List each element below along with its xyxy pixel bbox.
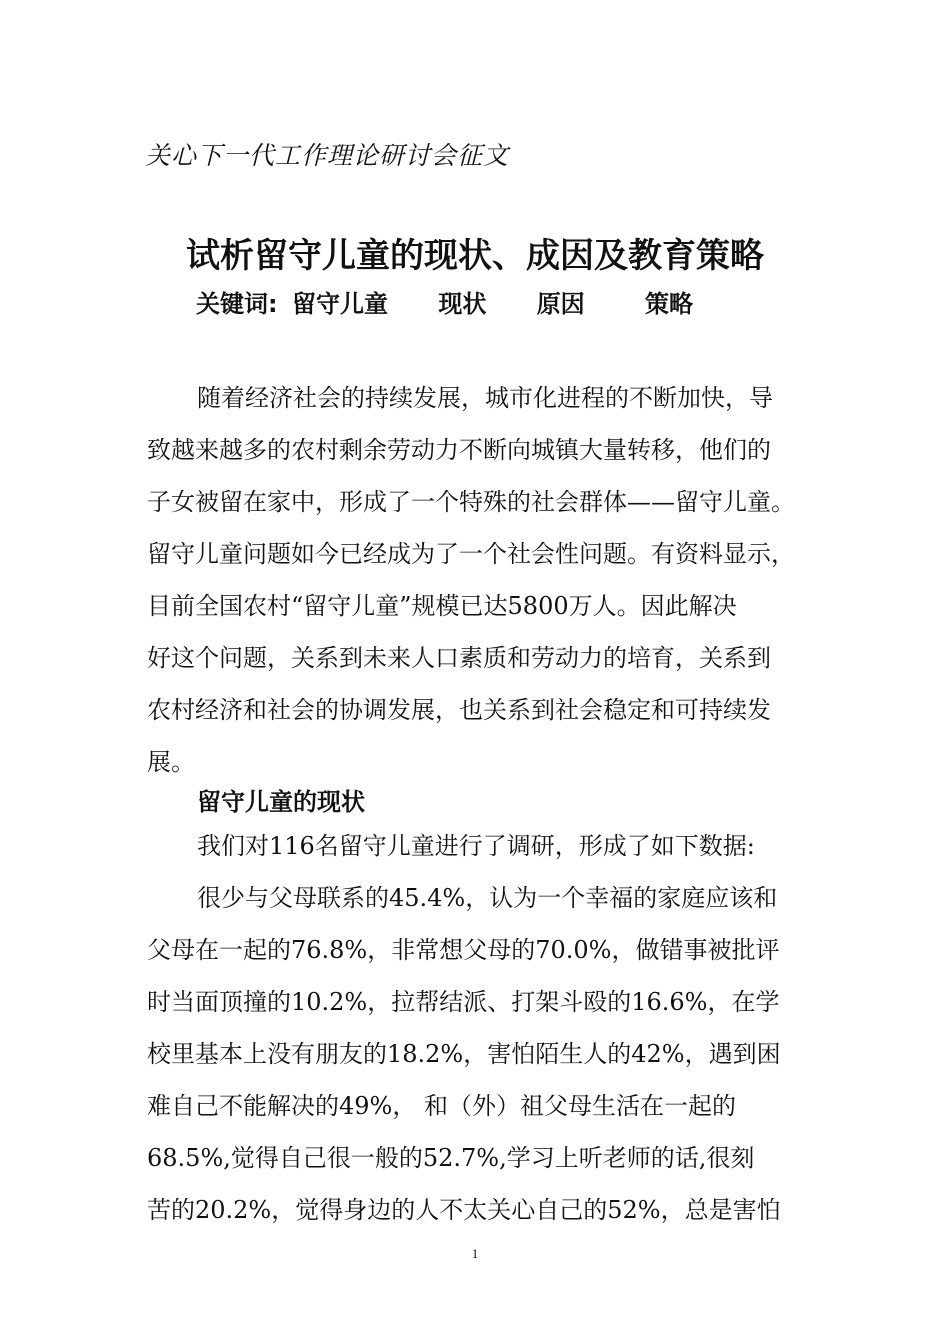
paragraph-line: 苦的20.2%，觉得身边的人不太关心自己的52%，总是害怕 — [147, 1196, 781, 1224]
intro-paragraph — [147, 372, 807, 788]
paragraph-line: 目前全国农村“留守儿童”规模已达5800万人。因此解决 — [147, 592, 737, 620]
section-heading: 留守儿童的现状 — [197, 788, 365, 816]
keyword-item: 策略 — [645, 290, 694, 318]
keyword-item: 原因 — [536, 290, 585, 318]
survey-paragraph — [147, 820, 807, 1236]
page-number: 1 — [471, 1246, 479, 1261]
paragraph-line: 父母在一起的76.8%，非常想父母的70.0%，做错事被批评 — [147, 936, 780, 964]
paragraph-line: 校里基本上没有朋友的18.2%，害怕陌生人的42%，遇到困 — [147, 1040, 781, 1068]
paragraph-line: 很少与父母联系的45.4%，认为一个幸福的家庭应该和 — [197, 884, 778, 912]
paragraph-line: 致越来越多的农村剩余劳动力不断向城镇大量转移，他们的 — [147, 436, 771, 464]
paragraph-line: 好这个问题，关系到未来人口素质和劳动力的培育，关系到 — [147, 644, 771, 672]
paragraph-line: 留守儿童问题如今已经成为了一个社会性问题。有资料显示， — [147, 540, 795, 568]
document-title: 试析留守儿童的现状、成因及教育策略 — [186, 236, 764, 276]
paragraph-line: 子女被留在家中，形成了一个特殊的社会群体——留守儿童。 — [147, 488, 795, 516]
keyword-item: 现状 — [438, 290, 487, 318]
paragraph-line: 随着经济社会的持续发展，城市化进程的不断加快，导 — [197, 384, 773, 412]
survey-intro-line: 我们对116名留守儿童进行了调研，形成了如下数据: — [197, 832, 755, 860]
running-header: 关心下一代工作理论研讨会征文 — [145, 141, 510, 170]
paragraph-line: 难自己不能解决的49%， 和（外）祖父母生活在一起的 — [147, 1092, 736, 1120]
paragraph-line: 农村经济和社会的协调发展，也关系到社会稳定和可持续发 — [147, 696, 771, 724]
paragraph-line: 展。 — [147, 748, 195, 776]
keywords-line — [196, 284, 693, 319]
paragraph-line: 时当面顶撞的10.2%，拉帮结派、打架斗殴的16.6%，在学 — [147, 988, 780, 1016]
keyword-item: 留守儿童 — [291, 290, 388, 318]
keywords-label: 关键词: — [196, 290, 278, 318]
paragraph-line: 68.5%,觉得自己很一般的52.7%,学习上听老师的话,很刻 — [147, 1144, 755, 1172]
